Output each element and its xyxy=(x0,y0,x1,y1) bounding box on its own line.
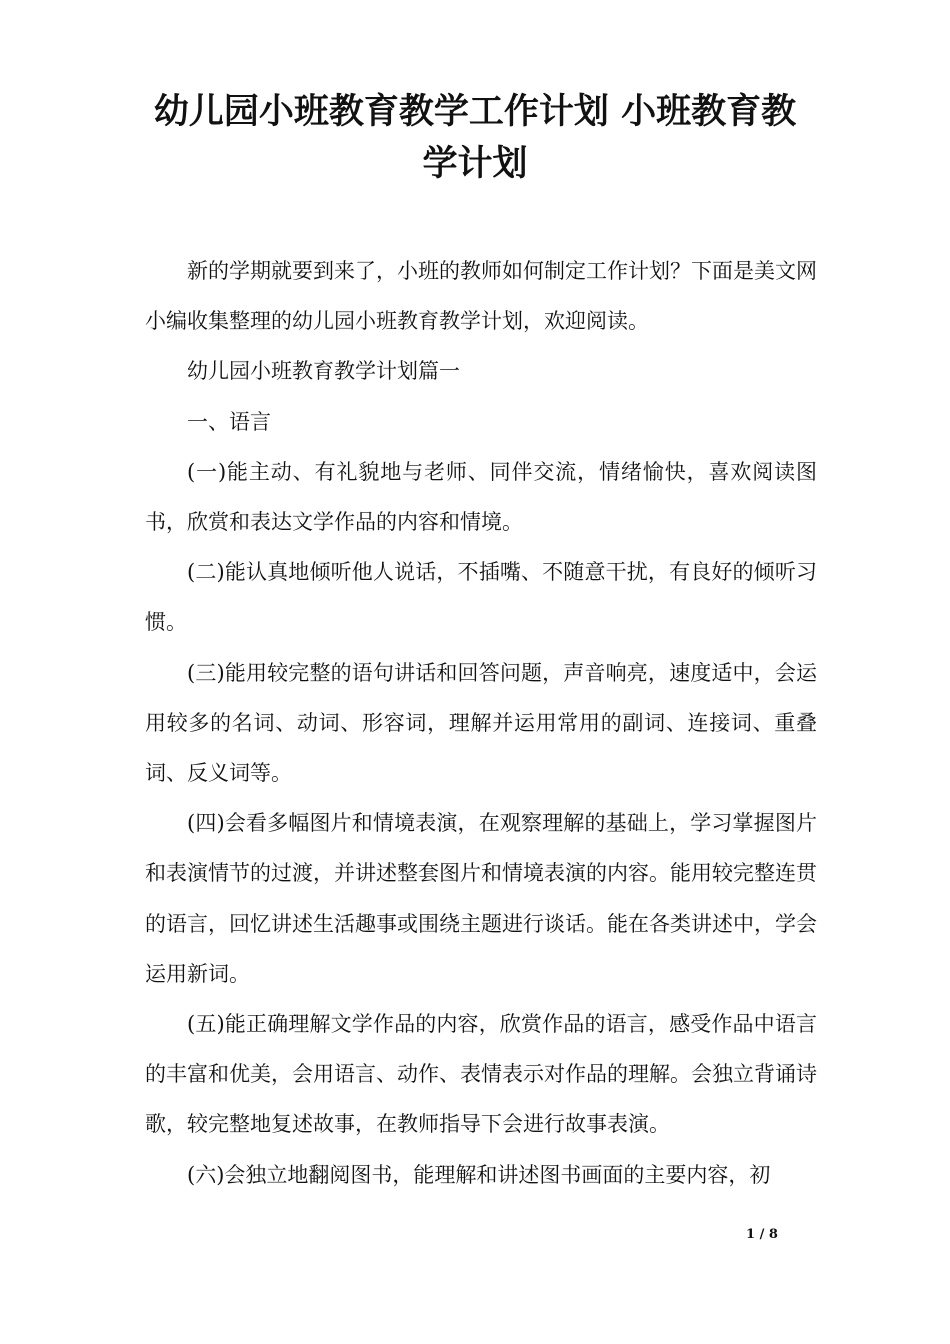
paragraph-item-4: (四)会看多幅图片和情境表演，在观察理解的基础上，学习掌握图片和表演情节的过渡，并讲述整套图片和情境表演的内容。能用较完整连贯的语言，回忆讲述生活趣事或围绕主题进行谈话。能在各类讲述中，学会运用新词。 xyxy=(145,811,817,986)
paragraph-intro: 新的学期就要到来了，小班的教师如何制定工作计划？下面是美文网小编收集整理的幼儿园小班教育教学计划，欢迎阅读。 xyxy=(145,259,817,334)
paragraph-item-5: (五)能正确理解文学作品的内容，欣赏作品的语言，感受作品中语言的丰富和优美，会用语言、动作、表情表示对作品的理解。会独立背诵诗歌，较完整地复述故事，在教师指导下会进行故事表演。 xyxy=(145,1012,817,1137)
page-number: 1 / 8 xyxy=(746,1227,778,1242)
document-body xyxy=(145,246,817,1200)
paragraph-item-2: (二)能认真地倾听他人说话，不插嘴、不随意干扰，有良好的倾听习惯。 xyxy=(145,560,817,635)
paragraph-item-6: (六)会独立地翻阅图书，能理解和讲述图书画面的主要内容，初 xyxy=(187,1162,771,1187)
paragraph-item-3: (三)能用较完整的语句讲话和回答问题，声音响亮，速度适中，会运用较多的名词、动词、形容词，理解并运用常用的副词、连接词、重叠词、反义词等。 xyxy=(145,660,817,786)
document-title: 幼儿园小班教育教学工作计划 小班教育教学计划 xyxy=(153,91,797,184)
paragraph-item-1: (一)能主动、有礼貌地与老师、同伴交流，情绪愉快，喜欢阅读图书，欣赏和表达文学作品的内容和情境。 xyxy=(145,459,817,535)
paragraph-section-heading: 幼儿园小班教育教学计划篇一 xyxy=(187,359,460,384)
paragraph-subheading-language: 一、语言 xyxy=(187,409,271,434)
